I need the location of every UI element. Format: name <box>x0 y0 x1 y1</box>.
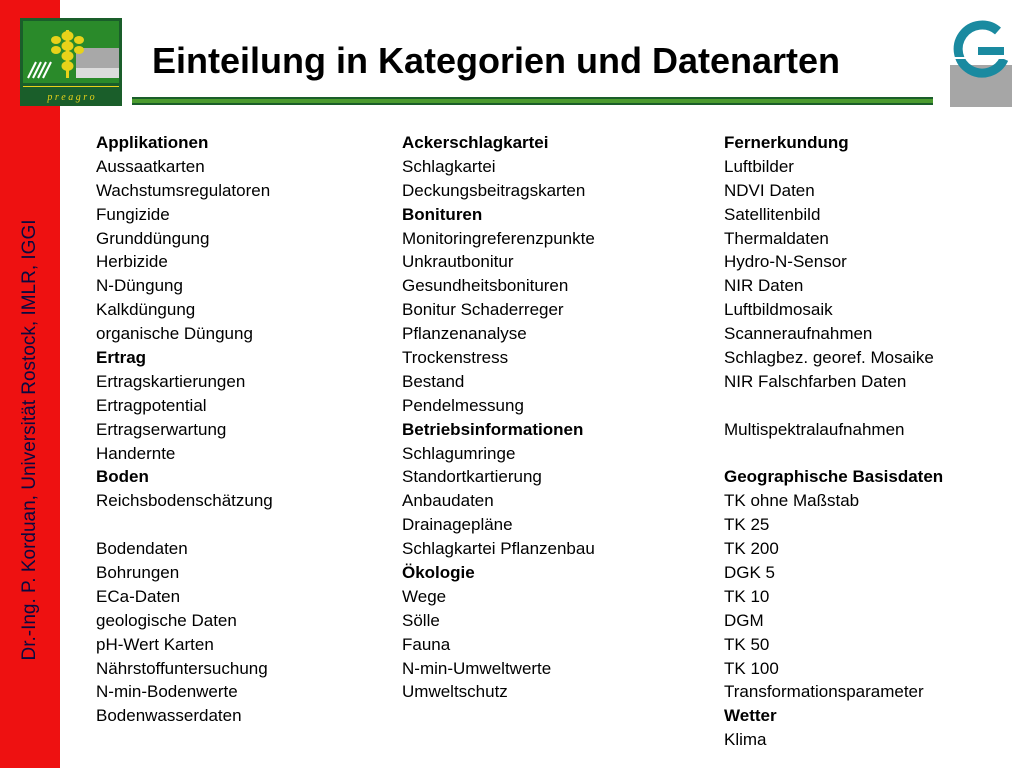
data-type-item: Bodenwasserdaten <box>96 706 242 726</box>
data-type-item: TK 200 <box>724 539 779 559</box>
category-heading: Ackerschlagkartei <box>402 133 549 152</box>
data-type-item: Pendelmessung <box>402 395 524 415</box>
data-type-item: Ertragpotential <box>96 395 207 415</box>
column-3 <box>724 131 943 752</box>
column-2 <box>402 131 595 704</box>
page-title: Einteilung in Kategorien und Datenarten <box>152 40 841 81</box>
data-type-item: pH-Wert Karten <box>96 634 214 654</box>
title-underline <box>132 97 933 105</box>
data-type-item: NIR Daten <box>724 276 804 296</box>
data-type-item: DGM <box>724 610 764 630</box>
data-type-item: Klima <box>724 730 767 750</box>
side-bar <box>0 0 60 768</box>
data-type-item: Unkrautbonitur <box>402 252 514 272</box>
data-type-item: Anbaudaten <box>402 491 494 511</box>
data-type-item: Luftbilder <box>724 156 794 176</box>
data-type-item: Schlagkartei <box>402 156 496 176</box>
data-type-item: Schlagumringe <box>402 443 516 463</box>
data-type-item: NDVI Daten <box>724 180 815 200</box>
logo-text: p r e a g r o <box>47 92 95 103</box>
data-type-item: TK 25 <box>724 515 770 535</box>
data-type-item: Pflanzenanalyse <box>402 324 527 344</box>
category-heading: Wetter <box>724 706 777 726</box>
blank-line <box>724 442 943 466</box>
data-type-item: N-min-Bodenwerte <box>96 682 238 702</box>
category-heading: Ertrag <box>96 348 147 368</box>
data-type-item: Reichsbodenschätzung <box>96 491 273 511</box>
data-type-item: Wachstumsregulatoren <box>96 180 271 200</box>
data-type-item: TK ohne Maßstab <box>724 491 860 511</box>
data-type-item: NIR Falschfarben Daten <box>724 371 907 391</box>
data-type-item: geologische Daten <box>96 610 237 630</box>
data-type-item: Handernte <box>96 443 176 463</box>
data-type-item: Scanneraufnahmen <box>724 324 873 344</box>
data-type-item: Nährstoffuntersuchung <box>96 658 268 678</box>
data-type-item: organische Düngung <box>96 324 253 344</box>
data-type-item: Herbizide <box>96 252 168 272</box>
data-type-item: Kalkdüngung <box>96 300 196 320</box>
iggi-logo <box>948 17 1014 109</box>
data-type-item: DGK 5 <box>724 563 776 583</box>
data-type-item: Ertragserwartung <box>96 419 227 439</box>
data-type-item: Wege <box>402 586 447 606</box>
data-type-item: Bonitur Schaderreger <box>402 300 564 320</box>
author-affiliation: Dr.-Ing. P. Korduan, Universität Rostock, IMLR, IGGI <box>19 219 40 661</box>
data-type-item: TK 10 <box>724 586 770 606</box>
blank-line <box>96 513 273 537</box>
data-type-item: Schlagbez. georef. Mosaike <box>724 348 934 368</box>
data-type-item: Deckungsbeitragskarten <box>402 180 586 200</box>
data-type-item: Aussaatkarten <box>96 156 205 176</box>
data-type-item: Bestand <box>402 371 465 391</box>
column-1 <box>96 131 273 728</box>
category-heading: Applikationen <box>96 133 209 152</box>
data-type-item: Fungizide <box>96 204 170 224</box>
data-type-item: Trockenstress <box>402 348 509 368</box>
data-type-item: Hydro-N-Sensor <box>724 252 847 272</box>
category-heading: Betriebsinformationen <box>402 419 584 439</box>
data-type-item: Ertragskartierungen <box>96 371 246 391</box>
data-type-item: Monitoringreferenzpunkte <box>402 228 595 248</box>
category-heading: Bonituren <box>402 204 483 224</box>
data-type-item: TK 50 <box>724 634 770 654</box>
data-type-item: Sölle <box>402 610 440 630</box>
data-type-item: Drainagepläne <box>402 515 513 535</box>
data-type-item: Bohrungen <box>96 563 180 583</box>
data-type-item: Schlagkartei Pflanzenbau <box>402 539 595 559</box>
category-heading: Fernerkundung <box>724 133 849 152</box>
data-type-item: N-min-Umweltwerte <box>402 658 552 678</box>
data-type-item: Standortkartierung <box>402 467 542 487</box>
data-type-item: Satellitenbild <box>724 204 821 224</box>
data-type-item: ECa-Daten <box>96 586 181 606</box>
data-type-item: Bodendaten <box>96 539 188 559</box>
category-heading: Geographische Basisdaten <box>724 467 944 487</box>
data-type-item: Luftbildmosaik <box>724 300 833 320</box>
data-type-item: Thermaldaten <box>724 228 829 248</box>
data-type-item: Fauna <box>402 634 451 654</box>
data-type-item: Gesundheitsbonituren <box>402 276 569 296</box>
blank-line <box>724 394 943 418</box>
data-type-item: N-Düngung <box>96 276 183 296</box>
data-type-item: TK 100 <box>724 658 779 678</box>
data-type-item: Grunddüngung <box>96 228 210 248</box>
data-type-item: Umweltschutz <box>402 682 508 702</box>
data-type-item: Transformationsparameter <box>724 682 924 702</box>
category-heading: Boden <box>96 467 149 487</box>
category-heading: Ökologie <box>402 563 475 583</box>
pre-agro-logo <box>20 18 122 106</box>
data-type-item: Multispektralaufnahmen <box>724 419 905 439</box>
